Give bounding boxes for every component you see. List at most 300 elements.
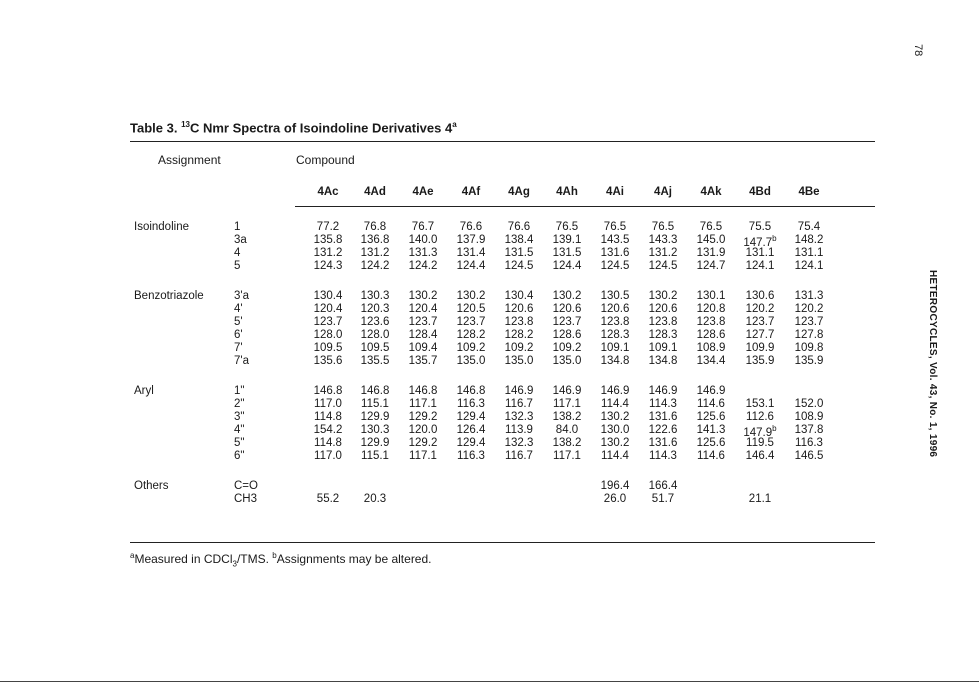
table-cell — [496, 329, 542, 341]
cell-value: 128.3 — [648, 329, 678, 341]
table-cell — [640, 260, 686, 272]
table-cell — [305, 411, 351, 423]
table-cell — [786, 424, 832, 436]
table-cell — [786, 290, 832, 302]
cell-value: 128.2 — [504, 329, 534, 341]
table-cell — [305, 260, 351, 272]
table-cell — [786, 398, 832, 410]
table-cell — [737, 355, 783, 367]
cell-value: 77.2 — [316, 221, 340, 233]
table-cell — [786, 329, 832, 341]
cell-value: 109.1 — [648, 342, 678, 354]
cell-value: 120.4 — [313, 303, 343, 315]
cell-value: 76.7 — [411, 221, 435, 233]
cell-value: 146.8 — [408, 385, 438, 397]
cell-value: 26.0 — [603, 493, 627, 505]
cell-value: 21.1 — [748, 493, 772, 505]
position-label: 1 — [234, 221, 241, 233]
table-cell — [737, 450, 783, 462]
table-cell — [352, 450, 398, 462]
table-cell — [352, 290, 398, 302]
cell-value: 131.3 — [794, 290, 824, 302]
cell-value: 76.5 — [555, 221, 579, 233]
table-cell — [592, 342, 638, 354]
cell-value: 137.8 — [794, 424, 824, 436]
position-label: 2" — [234, 398, 245, 410]
cell-value: 128.0 — [313, 329, 343, 341]
table-cell — [544, 247, 590, 259]
table-cell — [737, 411, 783, 423]
table-cell — [305, 303, 351, 315]
cell-value: 130.4 — [504, 290, 534, 302]
cell-value: 114.8 — [314, 411, 342, 423]
cell-value: 117.1 — [409, 398, 437, 410]
cell-value: 109.8 — [794, 342, 824, 354]
table-cell — [352, 221, 398, 233]
cell-value: 122.6 — [648, 424, 678, 436]
cell-value: 123.8 — [648, 316, 678, 328]
table-cell — [305, 342, 351, 354]
table-cell — [448, 260, 494, 272]
table-cell — [640, 247, 686, 259]
table-cell — [305, 398, 351, 410]
table-cell — [400, 355, 446, 367]
cell-value: 124.2 — [408, 260, 438, 272]
table-cell — [786, 316, 832, 328]
table-cell — [688, 342, 734, 354]
cell-value: 116.7 — [505, 398, 533, 410]
table-cell — [544, 221, 590, 233]
cell-value: 138.2 — [552, 411, 582, 423]
cell-value: 124.1 — [794, 260, 824, 272]
table-rule-top — [130, 141, 875, 142]
table-cell — [640, 290, 686, 302]
table-cell — [688, 437, 734, 449]
table-cell — [544, 411, 590, 423]
cell-value: 154.2 — [313, 424, 343, 436]
cell-value: 130.2 — [552, 290, 582, 302]
cell-value: 120.5 — [456, 303, 486, 315]
footnote-a-mark: a — [130, 551, 135, 560]
table-cell — [592, 329, 638, 341]
table-cell — [640, 424, 686, 436]
table-cell — [640, 234, 686, 246]
table-caption — [130, 120, 457, 135]
table-cell — [496, 385, 542, 397]
table-cell — [688, 221, 734, 233]
table-cell — [448, 385, 494, 397]
cell-value: 141.3 — [696, 424, 726, 436]
table-cell — [305, 329, 351, 341]
table-cell — [352, 316, 398, 328]
table-cell — [737, 290, 783, 302]
cell-value: 114.8 — [314, 437, 342, 449]
cell-value: 124.1 — [745, 260, 775, 272]
table-cell — [737, 303, 783, 315]
cell-value: 109.2 — [504, 342, 534, 354]
cell-value: 120.8 — [696, 303, 726, 315]
table-cell — [400, 247, 446, 259]
column-header-4ag: 4Ag — [508, 186, 530, 198]
cell-value: 135.9 — [745, 355, 775, 367]
table-cell — [688, 303, 734, 315]
table-cell — [448, 411, 494, 423]
footnote-b-mark: b — [272, 551, 277, 560]
cell-value: 130.5 — [600, 290, 630, 302]
table-cell — [305, 234, 351, 246]
table-cell — [496, 234, 542, 246]
cell-value: 120.2 — [794, 303, 824, 315]
table-cell — [448, 329, 494, 341]
table-cell — [544, 234, 590, 246]
table-cell — [640, 316, 686, 328]
table-cell — [592, 398, 638, 410]
table-cell — [400, 424, 446, 436]
column-header-4ah: 4Ah — [556, 186, 578, 198]
position-label: 5 — [234, 260, 241, 272]
cell-value: 116.3 — [795, 437, 823, 449]
cell-value: 135.0 — [456, 355, 486, 367]
cell-value: 146.9 — [696, 385, 726, 397]
cell-value: 120.6 — [504, 303, 534, 315]
cell-value: 124.2 — [360, 260, 390, 272]
position-label: 7'a — [234, 355, 249, 367]
table-rule-mid — [295, 206, 875, 207]
table-cell — [496, 424, 542, 436]
table-cell — [400, 411, 446, 423]
table-cell — [352, 234, 398, 246]
cell-value: 124.5 — [600, 260, 630, 272]
cell-value: 131.9 — [696, 247, 726, 259]
column-header-4ac: 4Ac — [317, 186, 339, 198]
table-cell — [592, 260, 638, 272]
cell-value: 124.3 — [313, 260, 343, 272]
position-label: 3" — [234, 411, 245, 423]
cell-value: 139.1 — [552, 234, 582, 246]
table-cell — [737, 493, 783, 505]
table-cell — [448, 437, 494, 449]
position-label: 5' — [234, 316, 243, 328]
cell-value: 128.0 — [360, 329, 390, 341]
cell-value: 20.3 — [363, 493, 387, 505]
cell-value: 117.0 — [314, 450, 342, 462]
table-cell — [688, 385, 734, 397]
table-cell — [496, 221, 542, 233]
table-cell — [448, 316, 494, 328]
table-cell — [496, 247, 542, 259]
table-cell — [352, 260, 398, 272]
table-cell — [448, 342, 494, 354]
table-cell — [688, 424, 734, 436]
position-label: 6" — [234, 450, 245, 462]
table-cell — [448, 450, 494, 462]
cell-value: 51.7 — [651, 493, 675, 505]
cell-value: 117.1 — [409, 450, 437, 462]
cell-value: 138.2 — [552, 437, 582, 449]
table-cell — [786, 260, 832, 272]
table-cell — [737, 342, 783, 354]
cell-value: 130.2 — [648, 290, 678, 302]
table-cell — [352, 424, 398, 436]
page-number: 78 — [912, 44, 924, 57]
table-cell — [737, 247, 783, 259]
cell-value: 129.9 — [360, 437, 390, 449]
table-cell — [400, 316, 446, 328]
table-cell — [640, 437, 686, 449]
cell-value: 127.8 — [794, 329, 824, 341]
cell-value: 129.2 — [408, 437, 438, 449]
cell-value: 123.8 — [504, 316, 534, 328]
position-label: CH3 — [234, 493, 258, 505]
cell-value: 143.3 — [648, 234, 678, 246]
cell-value: 127.7 — [745, 329, 775, 341]
table-cell — [640, 342, 686, 354]
cell-value: 123.8 — [696, 316, 726, 328]
cell-value: 124.5 — [504, 260, 534, 272]
cell-value: 112.6 — [746, 411, 774, 423]
table-cell — [688, 234, 734, 246]
table-cell — [544, 424, 590, 436]
cell-value: 117.1 — [553, 398, 581, 410]
cell-value: 113.9 — [505, 424, 533, 436]
cell-value: 135.9 — [794, 355, 824, 367]
position-label: 4 — [234, 247, 241, 259]
table-cell — [544, 398, 590, 410]
cell-value: 130.3 — [360, 424, 390, 436]
cell-footnote-mark: b — [772, 424, 777, 433]
cell-value: 147.7 — [743, 236, 773, 249]
column-header-4be: 4Be — [798, 186, 820, 198]
cell-value: 124.4 — [456, 260, 486, 272]
cell-value: 116.3 — [457, 398, 485, 410]
table-cell — [786, 342, 832, 354]
cell-value: 114.3 — [649, 450, 677, 462]
table-cell — [400, 221, 446, 233]
cell-value: 109.1 — [600, 342, 630, 354]
table-cell — [737, 316, 783, 328]
table-cell — [592, 316, 638, 328]
table-cell — [544, 450, 590, 462]
caption-title: C Nmr Spectra of Isoindoline Derivatives 4 — [189, 120, 453, 136]
table-cell — [592, 424, 638, 436]
cell-value: 140.0 — [408, 234, 438, 246]
table-cell — [305, 290, 351, 302]
cell-value: 114.4 — [601, 450, 629, 462]
cell-value: 196.4 — [600, 480, 630, 492]
cell-value: 153.1 — [745, 398, 775, 410]
table-cell — [400, 342, 446, 354]
table-cell — [448, 290, 494, 302]
table-cell — [640, 385, 686, 397]
cell-value: 76.5 — [699, 221, 723, 233]
cell-value: 129.2 — [408, 411, 438, 423]
cell-value: 116.3 — [457, 450, 485, 462]
caption-sup13: 13 — [181, 120, 190, 129]
cell-value: 109.2 — [456, 342, 486, 354]
table-cell — [640, 329, 686, 341]
table-cell — [544, 437, 590, 449]
table-cell — [352, 385, 398, 397]
cell-value: 146.8 — [456, 385, 486, 397]
table-cell — [640, 480, 686, 492]
cell-value: 120.6 — [600, 303, 630, 315]
cell-value: 147.9 — [743, 426, 773, 439]
table-cell — [305, 355, 351, 367]
table-cell — [352, 355, 398, 367]
caption-prefix: Table 3. — [130, 120, 182, 136]
table-cell — [786, 355, 832, 367]
table-cell — [592, 234, 638, 246]
table-cell — [305, 450, 351, 462]
table-cell — [352, 437, 398, 449]
table-cell — [786, 221, 832, 233]
cell-value: 166.4 — [648, 480, 678, 492]
table-cell — [448, 234, 494, 246]
cell-value: 130.2 — [600, 411, 630, 423]
table-cell — [400, 303, 446, 315]
column-header-4ad: 4Ad — [364, 186, 386, 198]
table-cell — [737, 221, 783, 233]
table-cell — [352, 247, 398, 259]
cell-value: 123.7 — [794, 316, 824, 328]
cell-value: 120.3 — [360, 303, 390, 315]
table-cell — [352, 329, 398, 341]
cell-value: 135.0 — [552, 355, 582, 367]
cell-value: 126.4 — [456, 424, 486, 436]
footnote — [130, 551, 432, 568]
cell-value: 123.7 — [552, 316, 582, 328]
table-cell — [496, 398, 542, 410]
table-cell — [592, 411, 638, 423]
cell-footnote-mark: b — [772, 234, 777, 243]
cell-value: 124.5 — [648, 260, 678, 272]
table-cell — [592, 303, 638, 315]
column-header-4ak: 4Ak — [700, 186, 722, 198]
cell-value: 120.4 — [408, 303, 438, 315]
table-cell — [305, 437, 351, 449]
cell-value: 131.2 — [648, 247, 678, 259]
table-cell — [640, 303, 686, 315]
table-cell — [544, 290, 590, 302]
cell-value: 131.5 — [552, 247, 582, 259]
table-cell — [688, 260, 734, 272]
cell-value: 137.9 — [456, 234, 486, 246]
cell-value: 132.3 — [504, 411, 534, 423]
table-cell — [352, 342, 398, 354]
cell-value: 114.6 — [697, 450, 725, 462]
table-cell — [305, 221, 351, 233]
cell-value: 134.8 — [600, 355, 630, 367]
position-label: 4" — [234, 424, 245, 436]
cell-value: 125.6 — [696, 411, 726, 423]
cell-value: 76.6 — [507, 221, 531, 233]
table-cell — [400, 234, 446, 246]
cell-value: 131.1 — [794, 247, 824, 259]
caption-sup-a: a — [452, 120, 457, 129]
table-cell — [352, 303, 398, 315]
table-cell — [352, 411, 398, 423]
cell-value: 148.2 — [794, 234, 824, 246]
cell-value: 138.4 — [504, 234, 534, 246]
table-cell — [592, 493, 638, 505]
table-cell — [544, 385, 590, 397]
page-bottom-rule — [0, 681, 979, 682]
table-cell — [688, 450, 734, 462]
cell-value: 123.6 — [360, 316, 390, 328]
cell-value: 124.4 — [552, 260, 582, 272]
table-cell — [400, 260, 446, 272]
table-cell — [496, 342, 542, 354]
cell-value: 114.3 — [649, 398, 677, 410]
cell-value: 136.8 — [360, 234, 390, 246]
table-cell — [400, 290, 446, 302]
table-cell — [786, 234, 832, 246]
cell-value: 109.5 — [360, 342, 390, 354]
table-rule-bottom — [130, 542, 875, 543]
table-cell — [496, 260, 542, 272]
cell-value: 75.4 — [797, 221, 821, 233]
cell-value: 131.5 — [504, 247, 534, 259]
cell-value: 130.2 — [600, 437, 630, 449]
cell-value: 128.2 — [456, 329, 486, 341]
table-cell — [496, 303, 542, 315]
position-label: 3'a — [234, 290, 249, 302]
table-cell — [688, 355, 734, 367]
cell-value: 152.0 — [794, 398, 824, 410]
table-cell — [786, 411, 832, 423]
table-cell — [496, 437, 542, 449]
cell-value: 123.7 — [456, 316, 486, 328]
cell-value: 135.6 — [313, 355, 343, 367]
footnote-a-text2: /TMS. — [236, 552, 273, 566]
table-cell — [400, 329, 446, 341]
table-cell — [688, 316, 734, 328]
cell-value: 115.1 — [361, 450, 389, 462]
cell-value: 130.2 — [456, 290, 486, 302]
table-cell — [400, 398, 446, 410]
cell-value: 120.6 — [552, 303, 582, 315]
cell-value: 130.3 — [360, 290, 390, 302]
table-cell — [592, 355, 638, 367]
cell-value: 108.9 — [696, 342, 726, 354]
table-cell — [305, 493, 351, 505]
cell-value: 135.8 — [313, 234, 343, 246]
table-cell — [448, 221, 494, 233]
table-cell — [544, 303, 590, 315]
cell-value: 128.3 — [600, 329, 630, 341]
cell-value: 131.6 — [600, 247, 630, 259]
column-header-4aj: 4Aj — [654, 186, 672, 198]
cell-value: 109.4 — [408, 342, 438, 354]
column-header-4af: 4Af — [461, 186, 481, 198]
position-label: 1" — [234, 385, 245, 397]
table-cell — [688, 329, 734, 341]
table-cell — [737, 398, 783, 410]
cell-value: 146.9 — [552, 385, 582, 397]
position-label: 5" — [234, 437, 245, 449]
table-cell — [640, 411, 686, 423]
table-cell — [496, 355, 542, 367]
cell-value: 146.9 — [648, 385, 678, 397]
cell-value: 123.7 — [313, 316, 343, 328]
table-cell — [544, 316, 590, 328]
cell-value: 131.2 — [360, 247, 390, 259]
cell-value: 76.6 — [459, 221, 483, 233]
table-cell — [544, 342, 590, 354]
table-cell — [640, 398, 686, 410]
cell-value: 109.9 — [745, 342, 775, 354]
table-cell — [688, 398, 734, 410]
